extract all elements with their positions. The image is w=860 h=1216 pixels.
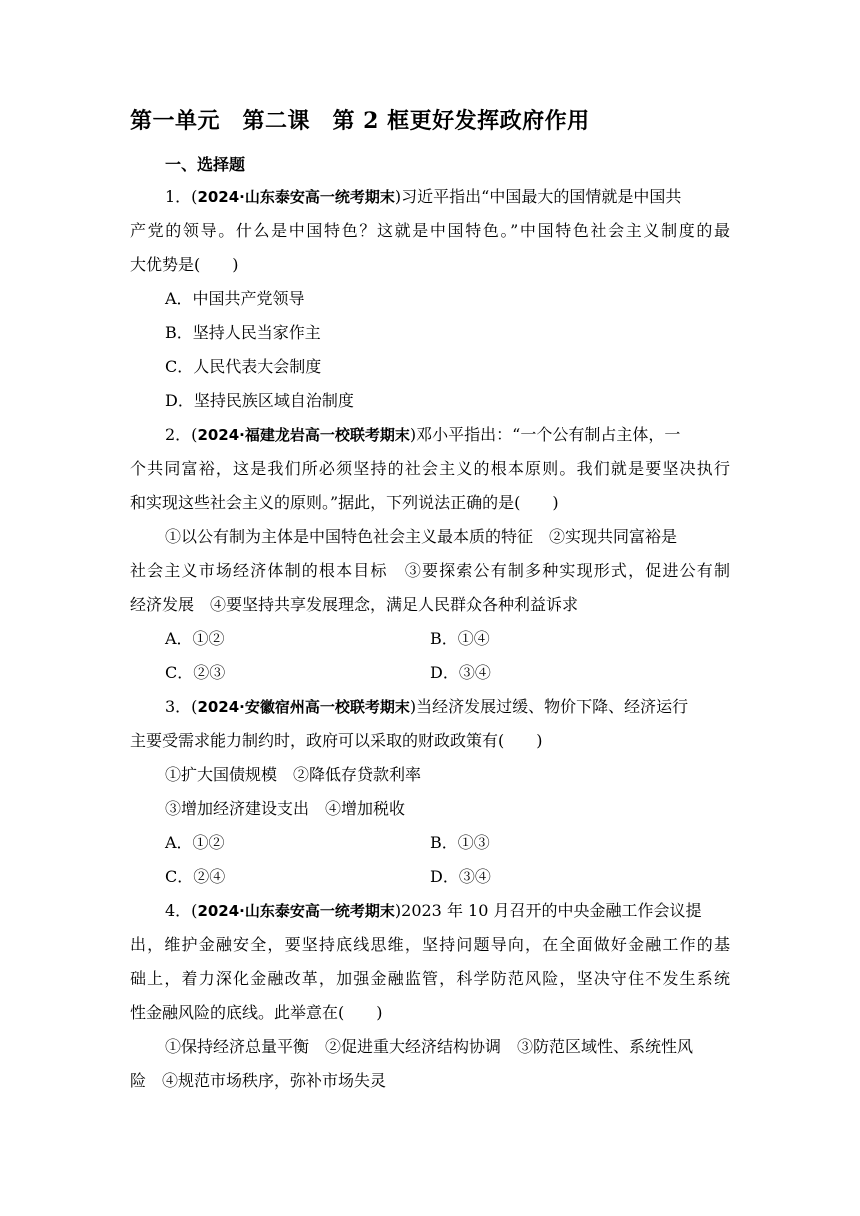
- question-1-option-d: D．坚持民族区域自治制度: [165, 391, 354, 410]
- question-3-source: 2024·安徽宿州高一校联考期末: [197, 698, 410, 716]
- question-1-option-b: B．坚持人民当家作主: [165, 323, 321, 342]
- question-2-items-line-1: ①以公有制为主体是中国特色社会主义最本质的特征 ②实现共同富裕是: [165, 527, 678, 546]
- question-3-option-c: C．②④: [165, 867, 226, 886]
- question-3-stem-line-1: 3．(2024·安徽宿州高一校联考期末)当经济发展过缓、物价下降、经济运行: [165, 697, 689, 716]
- question-2-stem-line-3: 和实现这些社会主义的原则。”据此，下列说法正确的是( ): [130, 493, 559, 512]
- question-3-option-a: A．①②: [165, 833, 225, 852]
- question-2-stem-line-2: 个共同富裕，这是我们所必须坚持的社会主义的根本原则。我们就是要坚决执行: [130, 459, 730, 478]
- question-1-stem-line-2: 产党的领导。什么是中国特色？这就是中国特色。”中国特色社会主义制度的最: [130, 221, 730, 240]
- question-1-stem-line-3: 大优势是( ): [130, 255, 239, 274]
- question-4-stem-line-2: 出，维护金融安全，要坚持底线思维，坚持问题导向，在全面做好金融工作的基: [130, 935, 730, 954]
- question-2-stem-line-1: 2．(2024·福建龙岩高一校联考期末)邓小平指出：“一个公有制占主体，一: [165, 425, 681, 444]
- question-3-option-b: B．①③: [430, 833, 490, 852]
- question-3-stem-line-2: 主要受需求能力制约时，政府可以采取的财政政策有( ): [130, 731, 543, 750]
- question-4-stem-line-4: 性金融风险的底线。此举意在( ): [130, 1003, 383, 1022]
- question-2-option-a: A．①②: [165, 629, 225, 648]
- question-1-stem-line-1: 1．(2024·山东泰安高一统考期末)习近平指出“中国最大的国情就是中国共: [165, 187, 682, 206]
- question-1-option-a: A．中国共产党领导: [165, 289, 305, 308]
- question-2-option-c: C．②③: [165, 663, 226, 682]
- question-2-items-line-2: 社会主义市场经济体制的根本目标 ③要探索公有制多种实现形式，促进公有制: [130, 561, 730, 580]
- question-4-items-line-1: ①保持经济总量平衡 ②促进重大经济结构协调 ③防范区域性、系统性风: [165, 1037, 694, 1056]
- section-heading: 一、选择题: [165, 155, 246, 174]
- question-4-source: 2024·山东泰安高一统考期末: [197, 902, 395, 920]
- question-3-items-line-1: ①扩大国债规模 ②降低存贷款利率: [165, 765, 422, 784]
- question-2-items-line-3: 经济发展 ④要坚持共享发展理念，满足人民群众各种利益诉求: [130, 595, 579, 614]
- question-2-option-d: D．③④: [430, 663, 491, 682]
- question-3-option-d: D．③④: [430, 867, 491, 886]
- page-title: 第一单元 第二课 第 2 框更好发挥政府作用: [130, 108, 590, 134]
- question-1-option-c: C．人民代表大会制度: [165, 357, 322, 376]
- question-3-items-line-2: ③增加经济建设支出 ④增加税收: [165, 799, 406, 818]
- question-4-stem-line-3: 础上，着力深化金融改革，加强金融监管，科学防范风险，坚决守住不发生系统: [130, 969, 730, 988]
- question-2-option-b: B．①④: [430, 629, 490, 648]
- question-1-source: 2024·山东泰安高一统考期末: [197, 188, 395, 206]
- question-4-items-line-2: 险 ④规范市场秩序，弥补市场失灵: [130, 1071, 387, 1090]
- question-4-stem-line-1: 4．(2024·山东泰安高一统考期末)2023 年 10 月召开的中央金融工作会议提: [165, 901, 702, 920]
- question-2-source: 2024·福建龙岩高一校联考期末: [197, 426, 410, 444]
